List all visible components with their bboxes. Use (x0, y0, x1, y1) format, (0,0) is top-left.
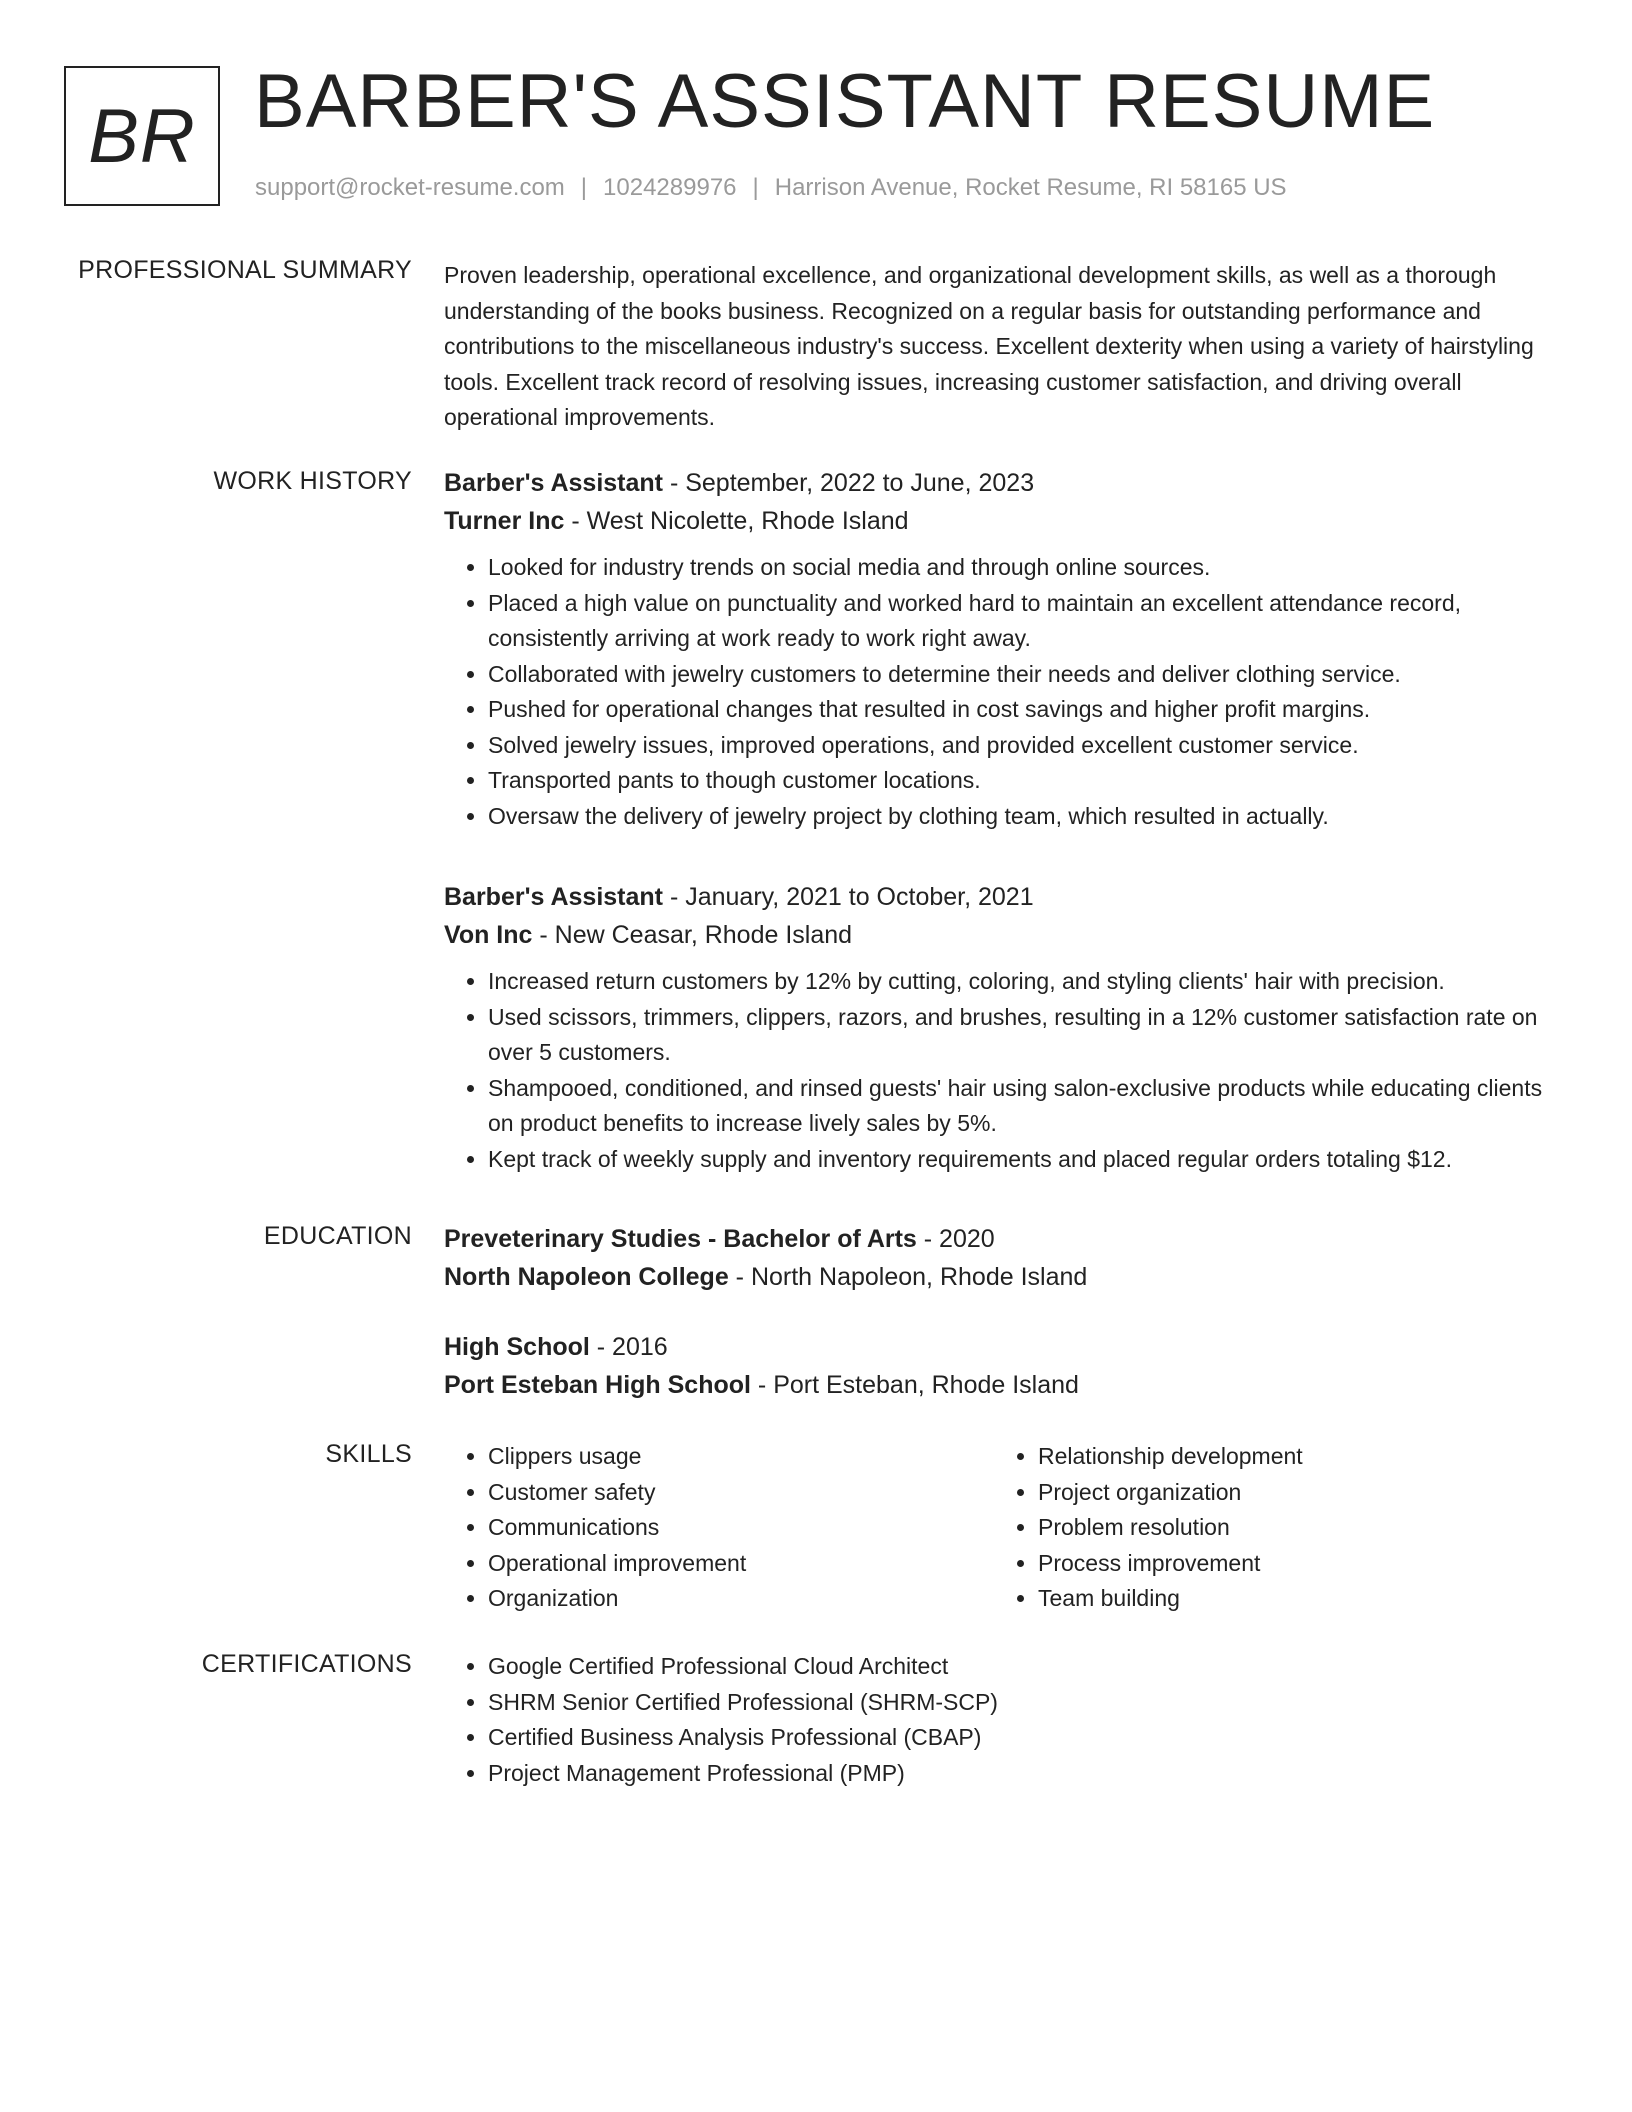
contact-phone: 1024289976 (603, 174, 737, 201)
education-degree-line (444, 1328, 1544, 1366)
job-bullet-list (444, 550, 1544, 834)
certifications-body (444, 1649, 1544, 1791)
contact-email: support@rocket-resume.com (255, 174, 565, 201)
section-label-education: EDUCATION (263, 1222, 412, 1250)
section-label-certifications: CERTIFICATIONS (201, 1650, 412, 1678)
education-entry (444, 1328, 1544, 1404)
list-item: • Used scissors, trimmers, clippers, razors, and brushes, resulting in a 12% customer satisfaction rate on over 5 customers. (488, 1000, 1544, 1071)
summary-text: Proven leadership, operational excellence, and organizational development skills, as well as a thorough understanding of the books business. Recognized on a regular basis for outstanding performance and contributions to the miscellaneous industry's success. Excellent dexterity when using a variety of hairstyling tools. Excellent track record of resolving issues, increasing customer satisfaction, and driving overall operational improvements. (444, 262, 1534, 430)
job-entry (444, 464, 1544, 834)
education-school: Port Esteban High School (444, 1371, 751, 1399)
education-degree: High School (444, 1333, 590, 1361)
skills-list-left (444, 1439, 994, 1617)
contact-separator: | (580, 174, 588, 201)
job-bullet-list (444, 964, 1544, 1177)
education-entry (444, 1220, 1544, 1296)
job-location: - New Ceasar, Rhode Island (532, 921, 853, 949)
list-item: • Placed a high value on punctuality and worked hard to maintain an excellent attendance record, consistently arriving at work ready to work right away. (488, 586, 1544, 657)
resume-title: BARBER'S ASSISTANT RESUME (254, 59, 1436, 144)
list-item: • Pushed for operational changes that resulted in cost savings and higher profit margins. (488, 692, 1544, 728)
contact-address: Harrison Avenue, Rocket Resume, RI 58165 US (774, 174, 1287, 201)
list-item: • Looked for industry trends on social media and through online sources. (488, 550, 1544, 586)
list-item: • SHRM Senior Certified Professional (SHRM-SCP) (488, 1685, 1544, 1721)
education-body (444, 1220, 1544, 1404)
job-entry (444, 878, 1544, 1177)
section-label-work-history: WORK HISTORY (213, 467, 412, 495)
job-company: Von Inc (444, 921, 533, 949)
list-item: • Certified Business Analysis Professional (CBAP) (488, 1720, 1544, 1756)
list-item: • Google Certified Professional Cloud Architect (488, 1649, 1544, 1685)
list-item: • Shampooed, conditioned, and rinsed guests' hair using salon-exclusive products while educating clients on product benefits to increase lively sales by 5%. (488, 1071, 1544, 1142)
job-company-line (444, 916, 1544, 954)
list-item: • Project organization (1038, 1475, 1544, 1511)
work-history-body (444, 464, 1544, 1177)
skills-body (444, 1439, 1544, 1617)
list-item: • Process improvement (1038, 1546, 1544, 1582)
job-title: Barber's Assistant (444, 883, 663, 911)
skills-columns (444, 1439, 1544, 1617)
education-school: North Napoleon College (444, 1263, 729, 1291)
list-item: • Kept track of weekly supply and inventory requirements and placed regular orders totaling $12. (488, 1142, 1544, 1178)
job-dates: - January, 2021 to October, 2021 (663, 883, 1034, 911)
job-title-line (444, 464, 1544, 502)
education-location: - Port Esteban, Rhode Island (750, 1371, 1079, 1399)
section-label-skills: SKILLS (325, 1440, 412, 1468)
list-item: • Solved jewelry issues, improved operations, and provided excellent customer service. (488, 728, 1544, 764)
list-item: • Team building (1038, 1581, 1544, 1617)
contact-line (255, 174, 1287, 202)
list-item: • Increased return customers by 12% by cutting, coloring, and styling clients' hair with precision. (488, 964, 1544, 1000)
skills-list-right (994, 1439, 1544, 1617)
section-label-summary: PROFESSIONAL SUMMARY (78, 256, 412, 284)
list-item: • Transported pants to though customer locations. (488, 763, 1544, 799)
education-degree: Preveterinary Studies - Bachelor of Arts (444, 1225, 917, 1253)
job-location: - West Nicolette, Rhode Island (564, 507, 909, 535)
education-location: - North Napoleon, Rhode Island (728, 1263, 1088, 1291)
job-title-line (444, 878, 1544, 916)
list-item: • Collaborated with jewelry customers to determine their needs and deliver clothing service. (488, 657, 1544, 693)
job-dates: - September, 2022 to June, 2023 (663, 469, 1035, 497)
job-company-line (444, 502, 1544, 540)
job-company: Turner Inc (444, 507, 565, 535)
education-degree-line (444, 1220, 1544, 1258)
list-item: • Communications (488, 1510, 994, 1546)
certifications-list (444, 1649, 1544, 1791)
contact-separator: | (752, 174, 759, 201)
list-item: • Problem resolution (1038, 1510, 1544, 1546)
list-item: • Operational improvement (488, 1546, 994, 1582)
education-year: - 2016 (589, 1333, 668, 1361)
list-item: • Project Management Professional (PMP) (488, 1756, 1544, 1792)
list-item: • Customer safety (488, 1475, 994, 1511)
list-item: • Oversaw the delivery of jewelry project by clothing team, which resulted in actually. (488, 799, 1544, 835)
list-item: • Organization (488, 1581, 994, 1617)
list-item: • Relationship development (1038, 1439, 1544, 1475)
job-title: Barber's Assistant (444, 469, 663, 497)
education-school-line (444, 1258, 1544, 1296)
education-year: - 2020 (916, 1225, 995, 1253)
list-item: • Clippers usage (488, 1439, 994, 1475)
monogram-logo: BR (64, 66, 220, 206)
education-school-line (444, 1366, 1544, 1404)
summary-body (444, 258, 1544, 436)
